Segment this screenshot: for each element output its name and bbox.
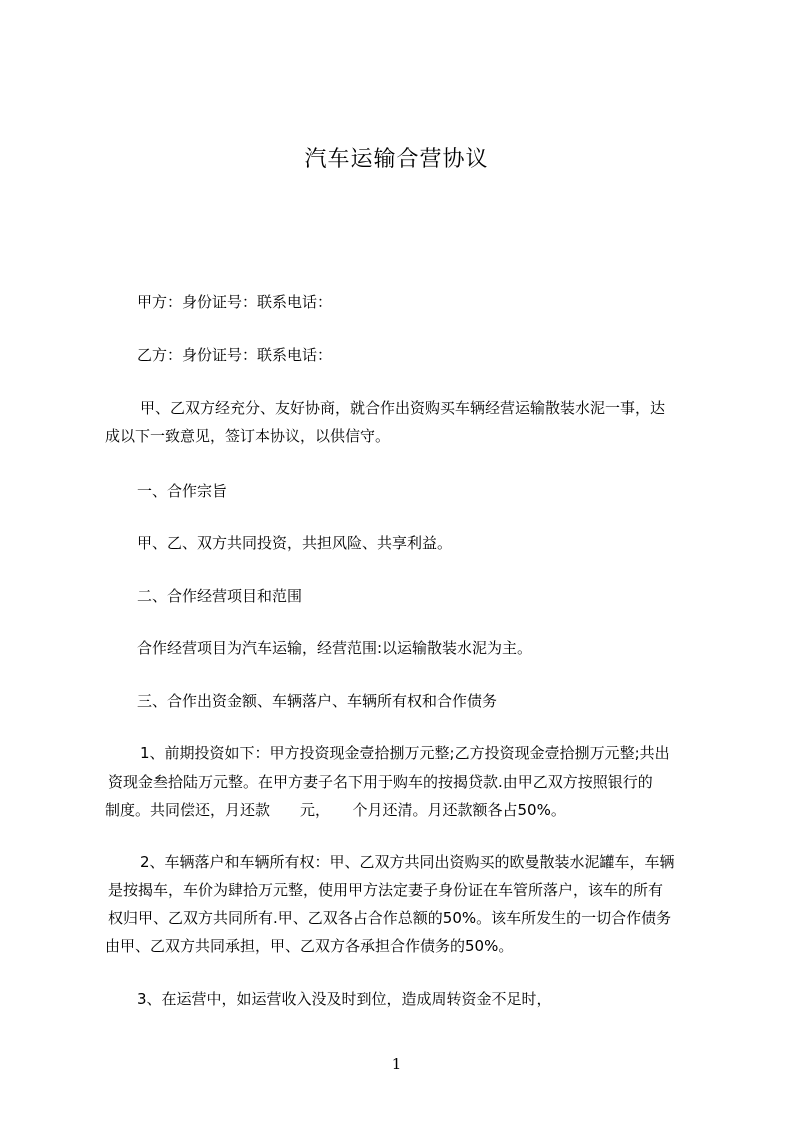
section-body: 甲、乙、双方共同投资，共担风险、共享利益。 <box>137 534 453 552</box>
item-line: 3、在运营中，如运营收入没及时到位，造成周转资金不足时， <box>137 990 552 1008</box>
item-line: 制度。共同偿还，月还款 元， 个月还清。月还款额各占50%。 <box>105 801 566 819</box>
section-body: 合作经营项目为汽车运输，经营范围:以运输散装水泥为主。 <box>137 639 533 657</box>
item-line: 资现金叁拾陆万元整。在甲方妻子名下用于购车的按揭贷款.由甲乙双方按照银行的 <box>108 773 653 791</box>
section-heading: 二、合作经营项目和范围 <box>137 587 303 605</box>
document-title: 汽车运输合营协议 <box>304 147 489 172</box>
item-line: 由甲、乙双方共同承担，甲、乙双方各承担合作债务的50%。 <box>105 937 514 955</box>
item-line: 权归甲、乙双方共同所有.甲、乙双各占合作总额的50%。该车所发生的一切合作债务 <box>108 909 672 927</box>
item-line: 1、前期投资如下：甲方投资现金壹拾捌万元整;乙方投资现金壹拾捌万元整;共出 <box>140 744 670 762</box>
section-heading: 一、合作宗旨 <box>137 482 228 500</box>
party-b-line: 乙方：身份证号：联系电话： <box>137 346 333 364</box>
section-heading: 三、合作出资金额、车辆落户、车辆所有权和合作债务 <box>137 692 498 710</box>
item-line: 2、车辆落户和车辆所有权：甲、乙双方共同出资购买的欧曼散装水泥罐车，车辆 <box>140 853 675 871</box>
page-number: 1 <box>391 1055 402 1073</box>
item-line: 是按揭车，车价为肆拾万元整，使用甲方法定妻子身份证在车管所落户，该车的所有 <box>108 881 664 899</box>
intro-line: 甲、乙双方经充分、友好协商，就合作出资购买车辆经营运输散装水泥一事，达 <box>140 399 666 417</box>
party-a-line: 甲方：身份证号：联系电话： <box>137 293 333 311</box>
intro-line: 成以下一致意见，签订本协议，以供信守。 <box>105 427 391 445</box>
